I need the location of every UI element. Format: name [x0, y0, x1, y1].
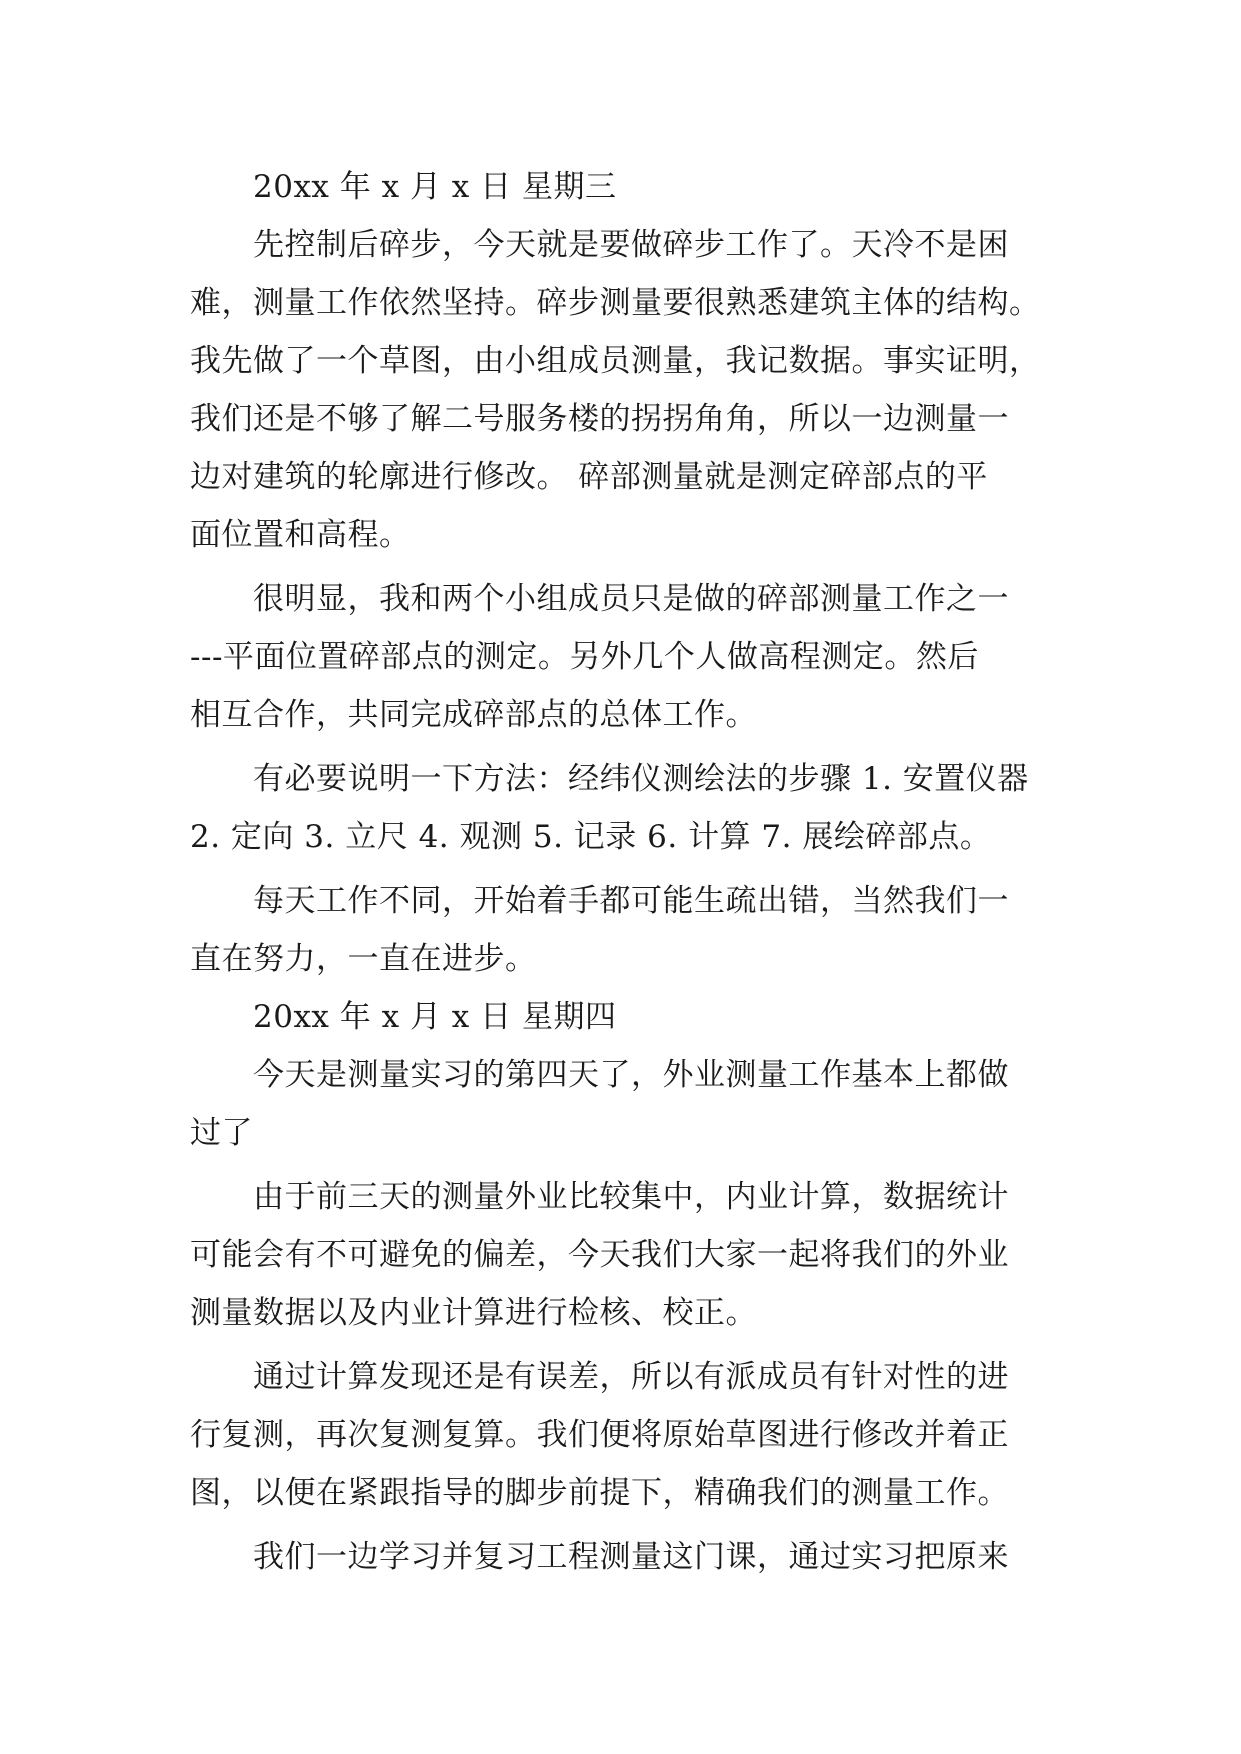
text-line: 图，以便在紧跟指导的脚步前提下，精确我们的测量工作。 — [190, 1475, 1009, 1511]
paragraph — [190, 1046, 1052, 1162]
text-line: 通过计算发现还是有误差，所以有派成员有针对性的进 — [253, 1359, 1009, 1395]
text-line: 边对建筑的轮廓进行修改。 碎部测量就是测定碎部点的平 — [190, 459, 988, 495]
text-line: 由于前三天的测量外业比较集中，内业计算，数据统计 — [253, 1179, 1009, 1215]
text-line: 可能会有不可避免的偏差，今天我们大家一起将我们的外业 — [190, 1237, 1009, 1273]
paragraph — [190, 1528, 1052, 1586]
paragraph — [190, 1348, 1052, 1522]
text-line: 先控制后碎步，今天就是要做碎步工作了。天冷不是困 — [253, 227, 1009, 263]
text-line: 相互合作，共同完成碎部点的总体工作。 — [190, 697, 757, 733]
paragraph — [190, 872, 1052, 988]
paragraph — [190, 1168, 1052, 1342]
text-line: 有必要说明一下方法：经纬仪测绘法的步骤 1. 安置仪器 — [253, 761, 1029, 797]
paragraph — [190, 750, 1052, 866]
text-line: 直在努力，一直在进步。 — [190, 941, 537, 977]
text-line: 很明显，我和两个小组成员只是做的碎部测量工作之一 — [253, 581, 1009, 617]
paragraph — [190, 216, 1052, 564]
diary-date-wednesday — [190, 158, 1052, 216]
diary-date-thursday — [190, 988, 1052, 1046]
text-line: ---平面位置碎部点的测定。另外几个人做高程测定。然后 — [190, 639, 979, 675]
text-line: 我们一边学习并复习工程测量这门课，通过实习把原来 — [253, 1539, 1009, 1575]
text-line: 行复测，再次复测复算。我们便将原始草图进行修改并着正 — [190, 1417, 1009, 1453]
date-line: 20xx 年 x 月 x 日 星期三 — [253, 169, 617, 205]
text-line: 面位置和高程。 — [190, 517, 411, 553]
text-line: 每天工作不同，开始着手都可能生疏出错，当然我们一 — [253, 883, 1009, 919]
text-line: 今天是测量实习的第四天了，外业测量工作基本上都做 — [253, 1057, 1009, 1093]
text-line: 难，测量工作依然坚持。碎步测量要很熟悉建筑主体的结构。 — [190, 285, 1041, 321]
paragraph — [190, 570, 1052, 744]
text-line: 测量数据以及内业计算进行检核、校正。 — [190, 1295, 757, 1331]
document-page — [190, 158, 1052, 1586]
text-line: 我们还是不够了解二号服务楼的拐拐角角，所以一边测量一 — [190, 401, 1009, 437]
date-line: 20xx 年 x 月 x 日 星期四 — [253, 999, 617, 1035]
text-line: 2. 定向 3. 立尺 4. 观测 5. 记录 6. 计算 7. 展绘碎部点。 — [190, 819, 992, 855]
text-line: 过了 — [190, 1115, 253, 1151]
text-line: 我先做了一个草图，由小组成员测量，我记数据。事实证明， — [190, 343, 1041, 379]
